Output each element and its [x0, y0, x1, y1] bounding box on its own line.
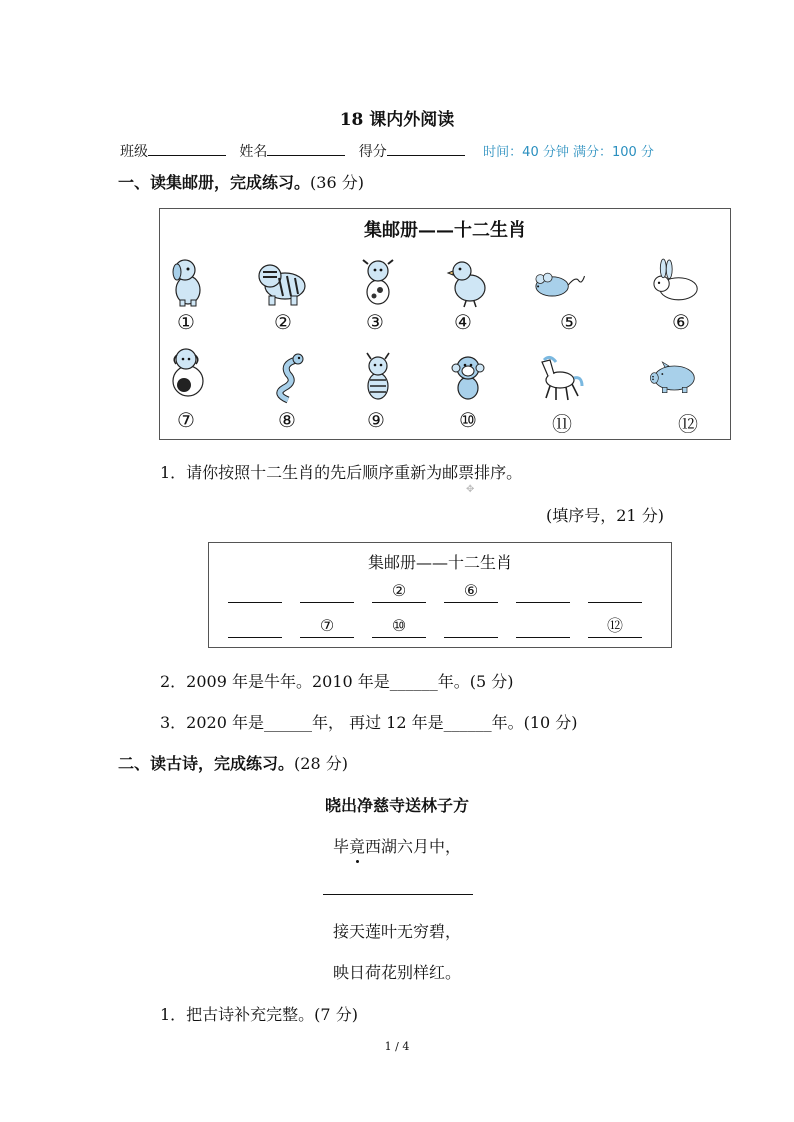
stamp-number: ④ — [454, 310, 472, 334]
class-field[interactable] — [148, 140, 226, 156]
question-2-1: 1．把古诗补充完整。(7 分) — [160, 1005, 358, 1024]
question-1-2: 2．2009 年是牛年。2010 年是______年。(5 分) — [160, 672, 514, 691]
stamp-number: ⑩ — [459, 408, 477, 432]
answer-blank[interactable] — [228, 580, 282, 603]
time-info: 时间：40 分钟 满分：100 分 — [483, 145, 654, 160]
answer-blank[interactable] — [516, 580, 570, 603]
section-1-points: (36 分) — [310, 173, 364, 192]
poem-char: 毕 — [332, 837, 349, 856]
snake-icon — [262, 350, 318, 406]
stamp-album-title: 集邮册——十二生肖 — [364, 220, 526, 241]
question-1-1-points: (填序号，21 分) — [546, 506, 664, 525]
mouse-icon — [530, 254, 586, 310]
question-1-1: 1．请你按照十二生肖的先后顺序重新为邮票排序。 — [160, 463, 523, 482]
class-label: 班级 — [120, 144, 148, 160]
tiger-icon — [253, 254, 309, 310]
stamp-number: ⑫ — [678, 412, 698, 436]
stamp-number: ⑦ — [177, 408, 195, 432]
stamp-number: ③ — [366, 310, 384, 334]
section-2-points: (28 分) — [294, 754, 348, 773]
poem-line-1-rest: 西湖六月中， — [365, 837, 462, 856]
horse-icon — [530, 350, 586, 406]
page-title: 18 课内外阅读 — [339, 110, 455, 130]
stamp-number: ② — [274, 310, 292, 334]
answer-blank[interactable] — [300, 580, 354, 603]
answer-blank[interactable] — [516, 615, 570, 638]
answer-blank[interactable] — [588, 580, 642, 603]
stamp-number: ① — [177, 310, 195, 334]
score-label: 得分 — [358, 144, 387, 160]
name-field[interactable] — [267, 140, 345, 156]
page-number: 1 / 4 — [384, 1040, 410, 1053]
poem-line-4: 映日荷花别样红。 — [332, 963, 461, 982]
name-label: 姓名 — [239, 144, 268, 160]
chicken-icon — [440, 254, 496, 310]
poem-char-dotted: 竟 — [348, 837, 365, 856]
stamp-number: ⑥ — [672, 310, 690, 334]
section-2-heading-text: 二、读古诗，完成练习。 — [118, 754, 295, 773]
answer-blank[interactable]: ⑥ — [444, 580, 498, 603]
monkey-icon — [440, 350, 496, 406]
section-2-heading — [118, 751, 348, 774]
poem-title: 晓出净慈寺送林子方 — [324, 796, 469, 815]
stamp-number: ⑤ — [560, 310, 578, 334]
poem-line-1 — [0, 834, 794, 857]
rabbit-icon — [648, 254, 704, 310]
question-1-3: 3．2020 年是______年， 再过 12 年是______年。(10 分) — [160, 713, 578, 732]
pig-icon — [645, 350, 701, 406]
cow-icon — [350, 254, 406, 310]
dragon-icon — [350, 350, 406, 406]
answer-box-title: 集邮册——十二生肖 — [367, 553, 512, 572]
dog-icon — [160, 254, 216, 310]
stamp-number: ⑨ — [367, 408, 385, 432]
score-field[interactable] — [387, 140, 465, 156]
answer-blank[interactable] — [228, 615, 282, 638]
answer-blank[interactable]: ⑩ — [372, 615, 426, 638]
poem-line-2-blank[interactable] — [323, 880, 473, 895]
answer-blank[interactable]: ⑦ — [300, 615, 354, 638]
stamp-number: ⑧ — [278, 408, 296, 432]
student-info-row — [120, 140, 654, 161]
answer-blank[interactable]: ② — [372, 580, 426, 603]
sheep-icon — [160, 345, 216, 401]
poem-line-3: 接天莲叶无穷碧， — [332, 922, 461, 941]
answer-blank[interactable]: ⑫ — [588, 615, 642, 638]
section-1-heading — [118, 170, 364, 193]
stamp-number: ⑪ — [552, 412, 572, 436]
section-1-heading-text: 一、读集邮册，完成练习。 — [118, 173, 311, 192]
watermark-icon: ✥ — [466, 484, 475, 495]
answer-blank[interactable] — [444, 615, 498, 638]
